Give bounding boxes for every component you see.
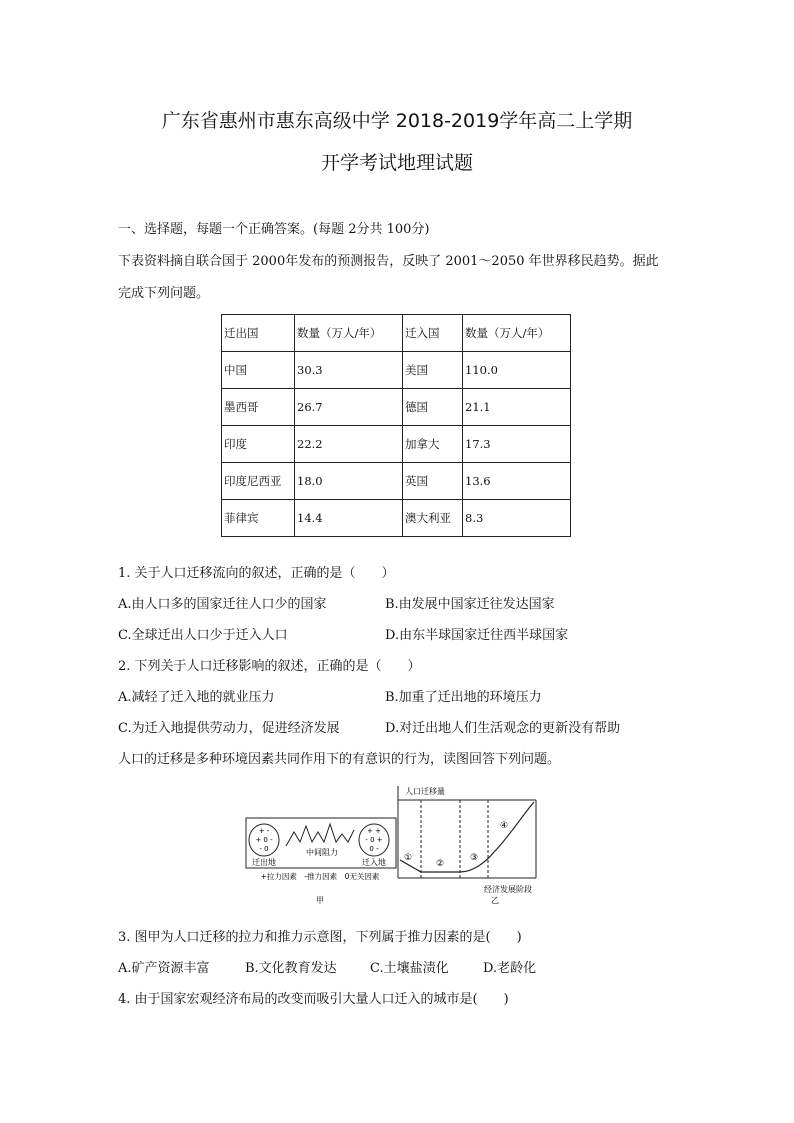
q3-option-c: C.土壤盐渍化: [370, 961, 449, 976]
y-axis-label: 人口迁移量: [405, 787, 445, 796]
q1-option-d: D.由东半球国家迁往西半球国家: [385, 628, 569, 643]
migration-figure: [238, 780, 558, 910]
table-cell: 8.3: [463, 500, 571, 537]
table-cell: 21.1: [463, 389, 571, 426]
table-cell: 加拿大: [403, 426, 463, 463]
table-row: [222, 463, 571, 500]
doc-title-line1: 广东省惠州市惠东高级中学 2018-2019学年高二上学期: [161, 110, 633, 132]
table-cell: 30.3: [295, 352, 403, 389]
intro-line-2: 完成下列问题。: [118, 286, 210, 301]
figure-intro: 人口的迁移是多种环境因素共同作用下的有意识的行为，读图回答下列问题。: [118, 752, 561, 767]
q3-option-d: D.老龄化: [483, 961, 537, 976]
table-cell: 墨西哥: [222, 389, 295, 426]
origin-factors-top: + -: [258, 827, 270, 835]
q4-stem: 4. 由于国家宏观经济布局的改变而吸引大量人口迁入的城市是( ): [118, 992, 509, 1007]
doc-title-line2: 开学考试地理试题: [320, 152, 473, 174]
table-cell: 110.0: [463, 352, 571, 389]
q2-option-b: B.加重了迁出地的环境压力: [385, 690, 542, 705]
diagram-caption-jia: 甲: [316, 896, 324, 905]
table-cell: 17.3: [463, 426, 571, 463]
table-cell: 英国: [403, 463, 463, 500]
q2-option-c: C.为迁入地提供劳动力，促进经济发展: [118, 721, 340, 736]
table-cell: 德国: [403, 389, 463, 426]
middle-obstacle-label: 中间阻力: [306, 848, 338, 857]
q1-option-c: C.全球迁出人口少于迁入人口: [118, 628, 288, 643]
table-cell: 印度尼西亚: [222, 463, 295, 500]
table-header: 迁出国: [222, 315, 295, 352]
table-cell: 菲律宾: [222, 500, 295, 537]
section-heading: 一、选择题，每题一个正确答案。(每题 2分共 100分): [118, 222, 430, 237]
table-row: [222, 426, 571, 463]
table-cell: 14.4: [295, 500, 403, 537]
table-cell: 18.0: [295, 463, 403, 500]
table-cell: 美国: [403, 352, 463, 389]
q1-option-a: A.由人口多的国家迁往人口少的国家: [118, 597, 327, 612]
table-cell: 26.7: [295, 389, 403, 426]
table-cell: 13.6: [463, 463, 571, 500]
table-cell: 22.2: [295, 426, 403, 463]
stage-marker-4: ④: [499, 821, 509, 831]
table-header: 数量（万人/年）: [295, 315, 403, 352]
intro-line-1: 下表资料摘自联合国于 2000年发布的预测报告，反映了 2001～2050 年世界移民趋势。据此: [118, 254, 659, 269]
dest-label: 迁入地: [362, 858, 386, 867]
table-header-row: [222, 315, 571, 352]
table-cell: 印度: [222, 426, 295, 463]
obstacle-peaks: [286, 824, 354, 846]
origin-factors-bottom: - 0: [259, 845, 269, 853]
q2-option-d: D.对迁出地人们生活观念的更新没有帮助: [385, 721, 621, 736]
table-row: [222, 352, 571, 389]
chart-caption-yi: 乙: [491, 896, 499, 905]
diagram-legend: +拉力因素 -推力因素 0无关因素: [260, 872, 380, 881]
migration-curve: [400, 802, 534, 872]
stage-chart: [398, 786, 536, 905]
migration-table: [221, 314, 571, 537]
origin-factors-mid: + 0 -: [255, 836, 273, 844]
table-row: [222, 500, 571, 537]
dest-factors-bottom: 0 -: [369, 845, 379, 853]
origin-label: 迁出地: [252, 858, 276, 867]
x-axis-label: 经济发展阶段: [484, 885, 532, 894]
table-header: 数量（万人/年）: [463, 315, 571, 352]
stage-marker-1: ①: [403, 853, 413, 863]
q1-stem: 1. 关于人口迁移流向的叙述，正确的是（ ）: [118, 566, 395, 581]
q1-option-b: B.由发展中国家迁往发达国家: [385, 597, 555, 612]
q3-option-a: A.矿产资源丰富: [118, 961, 210, 976]
table-header: 迁入国: [403, 315, 463, 352]
q3-option-b: B.文化教育发达: [245, 961, 337, 976]
q3-stem: 3. 图甲为人口迁移的拉力和推力示意图，下列属于推力因素的是( ): [118, 930, 522, 945]
push-pull-diagram: [246, 818, 396, 905]
dest-factors-mid: - 0 +: [365, 836, 383, 844]
q2-option-a: A.减轻了迁入地的就业压力: [118, 690, 275, 705]
q2-stem: 2. 下列关于人口迁移影响的叙述，正确的是（ ）: [118, 659, 421, 674]
table-row: [222, 389, 571, 426]
stage-marker-2: ②: [435, 859, 445, 869]
dest-factors-top: + +: [367, 827, 381, 835]
table-cell: 中国: [222, 352, 295, 389]
stage-marker-3: ③: [469, 853, 479, 863]
table-cell: 澳大利亚: [403, 500, 463, 537]
